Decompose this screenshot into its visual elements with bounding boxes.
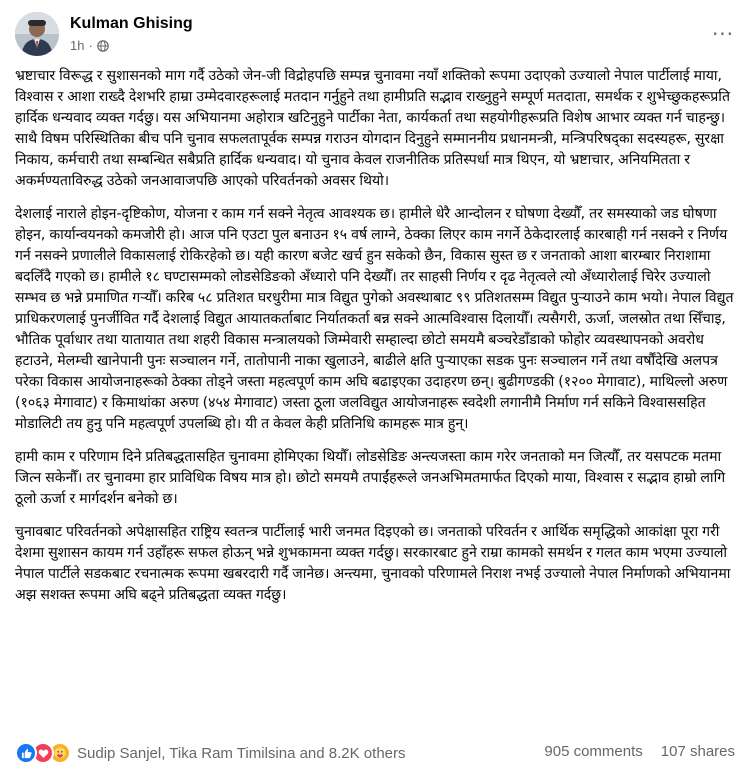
globe-icon [97,40,109,52]
engagement-counts [544,743,735,760]
comments-count-link[interactable]: 905 comments [544,743,643,760]
author-avatar[interactable] [15,12,59,56]
avatar-image [15,12,59,56]
shares-count-link[interactable]: 107 shares [660,743,735,760]
like-icon [15,742,37,764]
post-header [15,12,739,62]
meta-separator: · [88,38,93,53]
reactions-names: Sudip Sanjel, Tika Ram Timilsina and 8.2K others [77,744,406,762]
author-name[interactable]: Kulman Ghising [70,15,193,32]
post-paragraph: देशलाई नाराले होइन-दृष्टिकोण, योजना र काम गर्न सक्ने नेतृत्व आवश्यक छ। हामीले धेरै आन्दोलन र घोषणा देख्यौँ, तर समस्याको जड घोषणा होइन, कार्यान्वयनको कमजोरी हो। आज पनि एउटा पुल बनाउन १५ वर्ष लाग्ने, ठेक्का लिएर काम नगर्ने ठेकेदारलाई कारबाही गर्न नसक्ने र निर्णय गर्न नसक्ने प्रणालीले विकासलाई रोकिरहेको छ। यही कारण बजेट खर्च हुन सकेको छैन, विकास सुस्त छ र जनताको आशा बारम्बार निराशामा बदलिँदै गएको छ। हामीले १८ घण्टासम्मको लोडसेडिङको अँध्यारो पनि देख्यौँ। तर साहसी निर्णय र दृढ नेतृत्वले त्यो अँध्यारोलाई चिरेर उज्यालो सम्भव छ भन्ने प्रमाणित गर्‍यौँ। करिब ५८ प्रतिशत घरधुरीमा मात्र विद्युत पुगेको अवस्थाबाट ९९ प्रतिशतसम्म विद्युत पुर्‍याउने काम भयो। नेपाल विद्युत प्राधिकरणलाई पुनर्जीवित गर्दै देशलाई विद्युत आयातकर्ताबाट निर्यातकर्ता बन्न सक्ने आत्मविश्वास दिलायौँ। त्यसैगरी, ऊर्जा, जलस्रोत तथा सिँचाइ, भौतिक पूर्वाधार तथा यातायात तथा शहरी विकास मन्त्रालयको जिम्मेवारी सम्हाल्दा छोटो समयमै बञ्चरेडाँडाको फोहोर व्यवस्थापनको अवरोध हटाउने, मेलम्ची खानेपानी पुनः सञ्चालन गर्ने, तातोपानी नाका खुलाउने, बाढीले क्षति पुर्‍याएका सडक पुनः सञ्चालन गर्ने तथा वर्षौंदेखि अलपत्र परेका विकास आयोजनाहरूको ठेक्का तोड्ने जस्ता महत्वपूर्ण काम अघि बढाइएका उदाहरण छन्। बुढीगण्डकी (१२०० मेगावाट), माथिल्लो अरुण (१०६३ मेगावाट) र किमाथांका अरुण (४५४ मेगावाट) जस्ता ठूला जलविद्युत आयोजनाहरू स्वदेशी लगानीमै निर्माण गर्न सकिने विश्वाससहित मोडालिटी तय हुनु पनि महत्वपूर्ण उपलब्धि हो। यी त केवल केही प्रतिनिधि कामहरू मात्र हुन्। [15,206,734,432]
post-time[interactable]: 1h [70,38,85,53]
post-paragraph: भ्रष्टाचार विरूद्ध र सुशासनको माग गर्दै उठेको जेन-जी विद्रोहपछि सम्पन्न चुनावमा नयाँ शक्तिको रूपमा उदाएको उज्यालो नेपाल पार्टीलाई माया, विश्वास र आशा राख्दै देशभरि हाम्रा उम्मेदवारहरूलाई मतदान गर्नुहुने तथा हामीप्रति सद्भाव राख्नुहुने सम्पूर्ण मतदाता, समर्थक र शुभेच्छुकहरूप्रति हार्दिक धन्यवाद व्यक्त गर्दछु। यस अभियानमा अहोरात्र खटिनुहुने पार्टीका नेता, कार्यकर्ता तथा सहयोगीहरूप्रति विशेष आभार व्यक्त गर्न चाहन्छु। साथै विषम परिस्थितिका बीच पनि चुनाव सफलतापूर्वक सम्पन्न गराउन योगदान दिनुहुने सम्माननीय प्रधानमन्त्री, मन्त्रिपरिषद्का सदस्यहरू, सुरक्षा निकाय, कर्मचारी तथा सम्बन्धित सबैप्रति हार्दिक धन्यवाद। यो चुनाव केवल राजनीतिक प्रतिस्पर्धा मात्र थिएन, यो भ्रष्टाचार, अनियमितता र अकर्मण्यताविरुद्ध उठेको जनआवाजपछि आएको परिवर्तनको अवसर थियो। [15,68,730,189]
reactions-summary[interactable] [15,742,406,764]
post-body [15,66,743,618]
post-footer [15,742,739,764]
post-paragraph: चुनावबाट परिवर्तनको अपेक्षासहित राष्ट्रिय स्वतन्त्र पार्टीलाई भारी जनमत दिइएको छ। जनताको परिवर्तन र आर्थिक समृद्धिको आकांक्षा पूरा गरी देशमा सुशासन कायम गर्न उहाँहरू सफल होऊन् भन्ने शुभकामना व्यक्त गर्दछु। सरकारबाट हुने राम्रा कामको समर्थन र गलत काम भएमा उज्यालो नेपाल पार्टीले सडकबाट रचनात्मक रूपमा खबरदारी गर्दै जानेछ। अन्त्यमा, चुनावको परिणामले निराश नभई उज्यालो नेपाल निर्माणको अभियानमा अझ सशक्त रूपमा अघि बढ्ने प्रतिबद्धता व्यक्त गर्दछु। [15,524,731,603]
post-meta [70,38,109,53]
more-options-button[interactable] [709,22,737,46]
post-paragraph: हामी काम र परिणाम दिने प्रतिबद्धतासहित चुनावमा होमिएका थियौँ। लोडसेडिङ अन्त्यजस्ता काम गरेर जनताको मन जित्यौँ, तर यसपटक मतमा जित्न सकेनौँ। तर चुनावमा हार प्राविधिक विषय मात्र हो। छोटो समयमै तपाईंहरूले जनअभिमतमार्फत दिएको माया, विश्वास र सद्भाव हाम्रो लागि ठूलो ऊर्जा र मार्गदर्शन बनेको छ। [15,449,726,507]
more-options-icon: ··· [711,22,735,46]
